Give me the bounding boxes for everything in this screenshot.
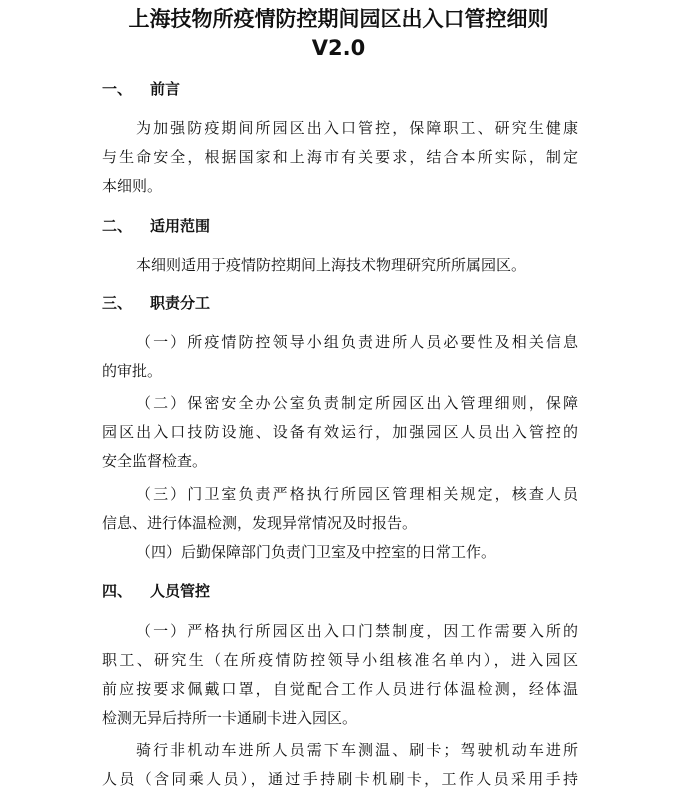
paragraph-line: 检测无异后持所一卡通刷卡进入园区。 — [102, 709, 358, 727]
section-title: 职责分工 — [150, 294, 211, 312]
paragraph-line: 骑行非机动车进所人员需下车测温、刷卡；驾驶机动车进所 — [136, 741, 578, 759]
section-title: 前言 — [150, 80, 181, 98]
paragraph-line: 为加强防疫期间所园区出入口管控，保障职工、研究生健康 — [136, 119, 578, 137]
document-version: V2.0 — [311, 36, 366, 60]
section-heading-responsibilities — [102, 293, 210, 313]
section-heading-preface — [102, 79, 180, 99]
section-title: 适用范围 — [150, 217, 211, 235]
paragraph-line: 前应按要求佩戴口罩，自觉配合工作人员进行体温检测，经体温 — [102, 680, 578, 698]
section-number: 四、 — [102, 582, 133, 600]
paragraph-line: （四）后勤保障部门负责门卫室及中控室的日常工作。 — [136, 543, 497, 561]
paragraph-line: 人员（含同乘人员），通过手持刷卡机刷卡，工作人员采用手持 — [102, 770, 578, 788]
section-heading-scope — [102, 216, 210, 236]
paragraph-line: （一）所疫情防控领导小组负责进所人员必要性及相关信息 — [136, 333, 578, 351]
paragraph-line: 安全监督检查。 — [102, 452, 208, 470]
section-number: 二、 — [102, 217, 133, 235]
section-title: 人员管控 — [150, 582, 211, 600]
paragraph-line: （二）保密安全办公室负责制定所园区出入管理细则，保障 — [136, 394, 578, 412]
paragraph-line: 与生命安全，根据国家和上海市有关要求，结合本所实际，制定 — [102, 148, 578, 166]
paragraph-line: （三）门卫室负责严格执行所园区管理相关规定，核查人员 — [136, 485, 578, 503]
paragraph-line: 园区出入口技防设施、设备有效运行，加强园区人员出入管控的 — [102, 423, 578, 441]
paragraph-line: 信息、进行体温检测，发现异常情况及时报告。 — [102, 514, 418, 532]
paragraph-line: 本细则。 — [102, 177, 163, 195]
paragraph-line: 职工、研究生（在所疫情防控领导小组核准名单内），进入园区 — [102, 651, 578, 669]
section-number: 三、 — [102, 294, 133, 312]
paragraph-line: 本细则适用于疫情防控期间上海技术物理研究所所属园区。 — [136, 256, 527, 274]
paragraph-line: （一）严格执行所园区出入口门禁制度，因工作需要入所的 — [136, 622, 578, 640]
document-title: 上海技物所疫情防控期间园区出入口管控细则 — [128, 7, 549, 31]
section-number: 一、 — [102, 80, 133, 98]
section-heading-personnel-control — [102, 581, 210, 601]
paragraph-line: 的审批。 — [102, 362, 163, 380]
